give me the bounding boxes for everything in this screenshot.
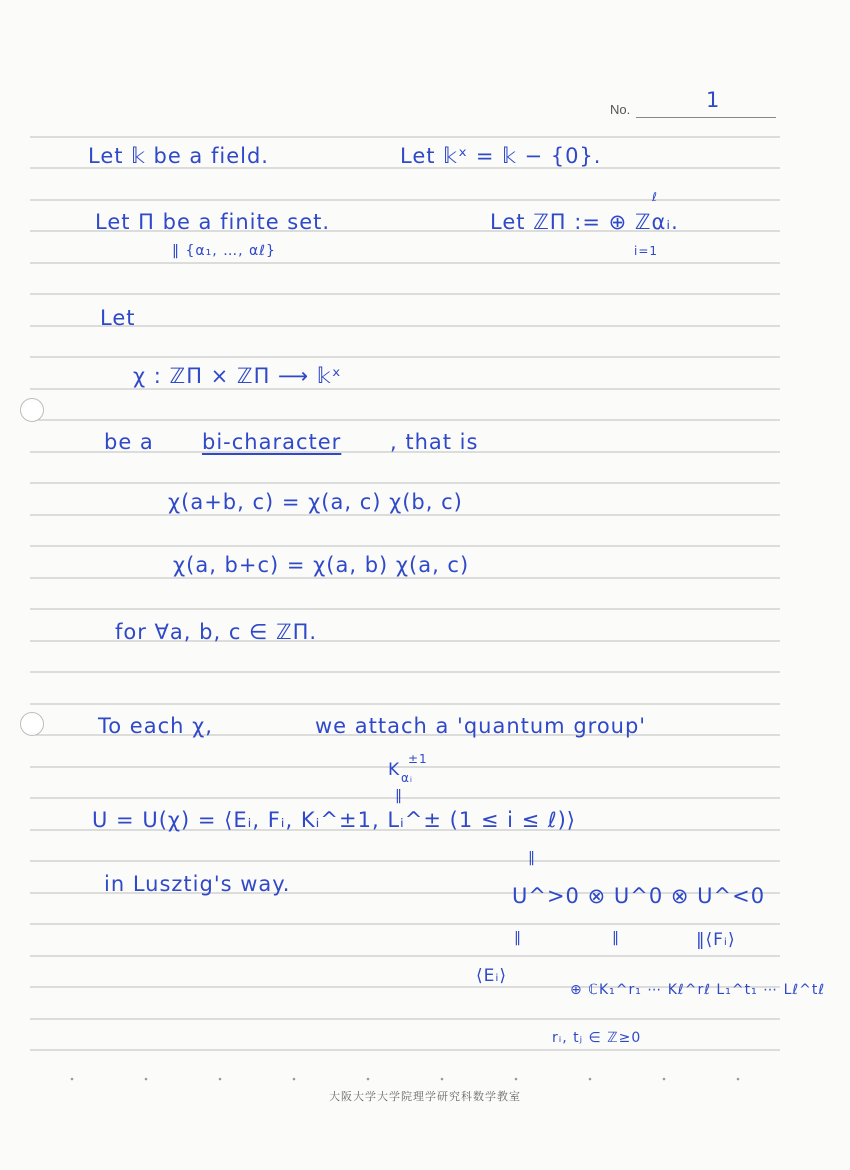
triangular-decomposition: U^>0 ⊗ U^0 ⊗ U^<0 <box>512 884 766 908</box>
line-be-a: be a <box>104 430 154 454</box>
k-alpha-annot-k: K <box>388 760 401 780</box>
decomp-eq-left: ‖ <box>514 930 522 946</box>
equation-second-arg: χ(a, b+c) = χ(a, b) χ(a, c) <box>173 553 470 577</box>
line-that-is: , that is <box>390 430 479 454</box>
term-bi-character: bi-character <box>202 430 342 454</box>
exponent-condition: rᵢ, tⱼ ∈ ℤ≥0 <box>552 1030 642 1046</box>
decomp-cartan-part: ⊕ ℂK₁^r₁ ⋯ Kℓ^rℓ L₁^t₁ ⋯ Lℓ^tℓ <box>570 982 826 998</box>
line-quantum-group: we attach a 'quantum group' <box>315 714 647 738</box>
equation-first-arg: χ(a+b, c) = χ(a, c) χ(b, c) <box>168 490 463 514</box>
page-number-line <box>636 117 776 118</box>
page-number-label: No. <box>610 102 631 117</box>
k-alpha-annot-eq: ‖ <box>395 788 403 804</box>
k-alpha-annot-sub: αᵢ <box>401 771 414 785</box>
line-lusztig-way: in Lusztig's way. <box>104 872 291 896</box>
line-for-all: for ∀a, b, c ∈ ℤΠ. <box>115 620 318 644</box>
line-finite-set: Let Π be a finite set. <box>95 210 331 234</box>
lattice-sum-top: ℓ <box>652 190 658 204</box>
line-units-def: Let 𝕜ˣ = 𝕜 − {0}. <box>400 144 602 168</box>
line-let: Let <box>100 306 136 330</box>
punch-hole-top <box>20 398 44 422</box>
decomp-positive-part: ⟨Eᵢ⟩ <box>476 966 508 986</box>
line-chi-map: χ : ℤΠ × ℤΠ ⟶ 𝕜ˣ <box>133 364 342 388</box>
footer-institution: 大阪大学大学院理学研究科数学教室 <box>329 1090 521 1103</box>
line-to-each: To each χ, <box>98 714 213 738</box>
k-alpha-annot-sup: ±1 <box>408 752 428 766</box>
decomp-negative-part: ‖⟨Fᵢ⟩ <box>696 930 736 950</box>
page-number: 1 <box>706 88 721 112</box>
line-field-def: Let 𝕜 be a field. <box>88 144 269 168</box>
lattice-sum-bottom: i=1 <box>634 244 659 258</box>
line-finite-set-elements: ‖ {α₁, …, αℓ} <box>172 243 276 259</box>
punch-hole-bottom <box>20 712 44 736</box>
decomp-eq-middle: ‖ <box>612 930 620 946</box>
line-lattice-def: Let ℤΠ := ⊕ ℤαᵢ. <box>490 210 679 234</box>
equation-quantum-group: U = U(χ) = ⟨Eᵢ, Fᵢ, Kᵢ^±1, Lᵢ^± (1 ≤ i ≤ ℓ)⟩ <box>92 808 576 832</box>
decomposition-eq: ‖ <box>528 850 536 866</box>
